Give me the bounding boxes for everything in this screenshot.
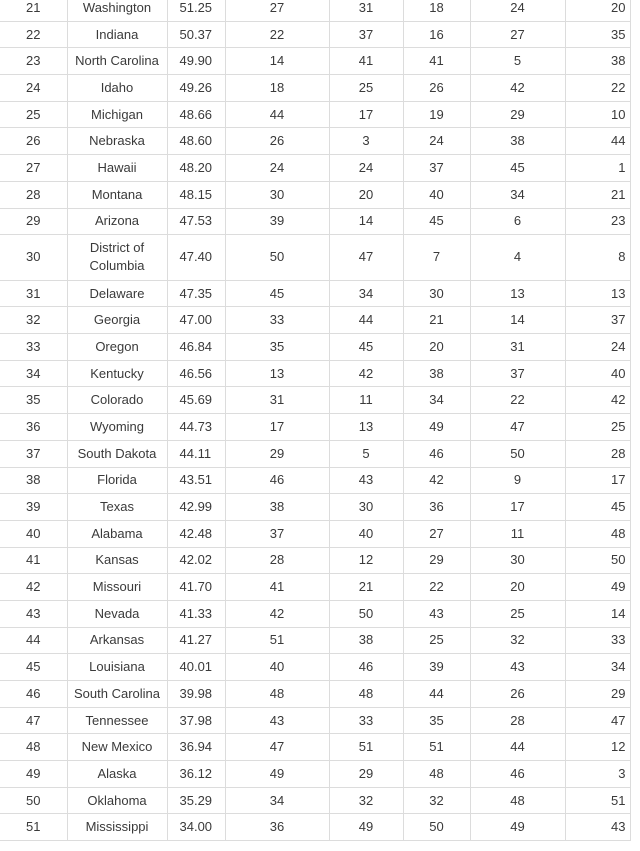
rank-col-3: 38 (403, 360, 470, 387)
rank-col-3: 32 (403, 787, 470, 814)
rank-col-3: 37 (403, 155, 470, 182)
state-cell: Wyoming (67, 414, 167, 441)
rank-col-1: 50 (225, 235, 329, 281)
rank-col-1: 35 (225, 334, 329, 361)
table-row (0, 75, 630, 102)
rank-col-1: 45 (225, 280, 329, 307)
table-row (0, 235, 630, 281)
rank-cell: 50 (0, 787, 67, 814)
state-cell: Indiana (67, 21, 167, 48)
rank-col-1: 44 (225, 101, 329, 128)
rank-col-1: 36 (225, 814, 329, 841)
rank-cell: 51 (0, 814, 67, 841)
rank-col-5: 1 (565, 155, 630, 182)
rank-col-5: 45 (565, 494, 630, 521)
rank-col-4: 44 (470, 734, 565, 761)
rank-cell: 26 (0, 128, 67, 155)
table-row (0, 707, 630, 734)
rank-col-5: 40 (565, 360, 630, 387)
rank-col-4: 38 (470, 128, 565, 155)
state-cell: New Mexico (67, 734, 167, 761)
score-cell: 44.11 (167, 440, 225, 467)
rank-col-3: 18 (403, 0, 470, 21)
rank-col-5: 44 (565, 128, 630, 155)
table-row (0, 360, 630, 387)
table-row (0, 761, 630, 788)
rank-cell: 23 (0, 48, 67, 75)
state-cell: District of Columbia (67, 235, 167, 281)
score-cell: 42.99 (167, 494, 225, 521)
rank-col-1: 26 (225, 128, 329, 155)
rank-col-4: 14 (470, 307, 565, 334)
rank-col-3: 29 (403, 547, 470, 574)
rank-col-1: 37 (225, 520, 329, 547)
rank-col-4: 43 (470, 654, 565, 681)
score-cell: 39.98 (167, 681, 225, 708)
rank-col-5: 14 (565, 600, 630, 627)
rank-col-1: 46 (225, 467, 329, 494)
rank-col-1: 28 (225, 547, 329, 574)
rank-col-2: 34 (329, 280, 403, 307)
score-cell: 41.70 (167, 574, 225, 601)
rank-col-5: 10 (565, 101, 630, 128)
rank-col-1: 38 (225, 494, 329, 521)
table-row (0, 128, 630, 155)
rank-col-5: 22 (565, 75, 630, 102)
rank-cell: 27 (0, 155, 67, 182)
rank-col-5: 17 (565, 467, 630, 494)
rank-col-5: 8 (565, 235, 630, 281)
table-row (0, 467, 630, 494)
rank-col-2: 37 (329, 21, 403, 48)
rank-cell: 44 (0, 627, 67, 654)
table-row (0, 208, 630, 235)
table-row (0, 101, 630, 128)
rank-col-2: 45 (329, 334, 403, 361)
rank-col-2: 24 (329, 155, 403, 182)
table-row (0, 280, 630, 307)
state-cell: Oklahoma (67, 787, 167, 814)
rank-col-4: 34 (470, 181, 565, 208)
rank-col-5: 25 (565, 414, 630, 441)
rank-col-4: 11 (470, 520, 565, 547)
score-cell: 37.98 (167, 707, 225, 734)
rank-col-1: 14 (225, 48, 329, 75)
rank-col-5: 12 (565, 734, 630, 761)
rank-cell: 43 (0, 600, 67, 627)
rank-col-2: 49 (329, 814, 403, 841)
state-cell: Tennessee (67, 707, 167, 734)
state-cell: Oregon (67, 334, 167, 361)
rank-cell: 42 (0, 574, 67, 601)
score-cell: 35.29 (167, 787, 225, 814)
table-row (0, 734, 630, 761)
rank-cell: 22 (0, 21, 67, 48)
rank-col-3: 35 (403, 707, 470, 734)
rank-col-3: 26 (403, 75, 470, 102)
rank-cell: 21 (0, 0, 67, 21)
table-row (0, 334, 630, 361)
rank-col-3: 42 (403, 467, 470, 494)
rank-col-5: 51 (565, 787, 630, 814)
rank-col-2: 38 (329, 627, 403, 654)
rank-col-5: 35 (565, 21, 630, 48)
rank-col-4: 22 (470, 387, 565, 414)
table-row (0, 21, 630, 48)
rank-col-3: 27 (403, 520, 470, 547)
state-cell: Hawaii (67, 155, 167, 182)
rank-col-3: 20 (403, 334, 470, 361)
rank-col-1: 39 (225, 208, 329, 235)
table-row (0, 814, 630, 841)
score-cell: 48.15 (167, 181, 225, 208)
rank-col-1: 17 (225, 414, 329, 441)
rank-col-4: 29 (470, 101, 565, 128)
rank-col-3: 41 (403, 48, 470, 75)
rank-col-4: 48 (470, 787, 565, 814)
rank-col-1: 24 (225, 155, 329, 182)
rank-col-5: 28 (565, 440, 630, 467)
state-cell: South Dakota (67, 440, 167, 467)
rank-col-4: 26 (470, 681, 565, 708)
rank-col-2: 31 (329, 0, 403, 21)
rank-cell: 28 (0, 181, 67, 208)
rank-col-1: 13 (225, 360, 329, 387)
score-cell: 42.48 (167, 520, 225, 547)
rank-col-2: 42 (329, 360, 403, 387)
rank-col-3: 7 (403, 235, 470, 281)
rank-col-4: 46 (470, 761, 565, 788)
rank-col-1: 34 (225, 787, 329, 814)
state-cell: Arizona (67, 208, 167, 235)
rank-col-4: 28 (470, 707, 565, 734)
rank-col-4: 13 (470, 280, 565, 307)
table-row (0, 414, 630, 441)
table-row (0, 387, 630, 414)
score-cell: 50.37 (167, 21, 225, 48)
rank-col-5: 43 (565, 814, 630, 841)
rank-cell: 49 (0, 761, 67, 788)
rank-col-3: 39 (403, 654, 470, 681)
rank-col-2: 51 (329, 734, 403, 761)
rank-col-4: 50 (470, 440, 565, 467)
rank-col-3: 24 (403, 128, 470, 155)
score-cell: 40.01 (167, 654, 225, 681)
rank-col-3: 43 (403, 600, 470, 627)
rank-col-5: 3 (565, 761, 630, 788)
score-cell: 42.02 (167, 547, 225, 574)
score-cell: 48.66 (167, 101, 225, 128)
state-cell: Delaware (67, 280, 167, 307)
rank-col-4: 5 (470, 48, 565, 75)
rank-col-2: 41 (329, 48, 403, 75)
rank-col-5: 42 (565, 387, 630, 414)
rank-cell: 45 (0, 654, 67, 681)
score-cell: 43.51 (167, 467, 225, 494)
rank-col-4: 32 (470, 627, 565, 654)
rank-col-3: 46 (403, 440, 470, 467)
rank-col-2: 46 (329, 654, 403, 681)
rank-cell: 34 (0, 360, 67, 387)
state-cell: Florida (67, 467, 167, 494)
rank-col-1: 49 (225, 761, 329, 788)
rank-col-5: 47 (565, 707, 630, 734)
rank-col-1: 27 (225, 0, 329, 21)
rank-col-2: 21 (329, 574, 403, 601)
score-cell: 49.90 (167, 48, 225, 75)
rank-col-2: 17 (329, 101, 403, 128)
rank-col-3: 21 (403, 307, 470, 334)
rank-col-3: 44 (403, 681, 470, 708)
rank-col-5: 20 (565, 0, 630, 21)
table-row (0, 307, 630, 334)
rank-cell: 37 (0, 440, 67, 467)
table-row (0, 155, 630, 182)
rank-col-2: 12 (329, 547, 403, 574)
rank-col-4: 20 (470, 574, 565, 601)
rank-cell: 48 (0, 734, 67, 761)
table-row (0, 494, 630, 521)
rank-col-1: 48 (225, 681, 329, 708)
rank-col-3: 51 (403, 734, 470, 761)
rank-cell: 40 (0, 520, 67, 547)
score-cell: 46.56 (167, 360, 225, 387)
rank-col-1: 43 (225, 707, 329, 734)
state-cell: Georgia (67, 307, 167, 334)
rank-col-4: 30 (470, 547, 565, 574)
rank-cell: 39 (0, 494, 67, 521)
rank-col-1: 40 (225, 654, 329, 681)
rank-col-2: 20 (329, 181, 403, 208)
state-cell: Missouri (67, 574, 167, 601)
rank-col-2: 43 (329, 467, 403, 494)
rank-col-2: 47 (329, 235, 403, 281)
state-cell: Colorado (67, 387, 167, 414)
rank-col-4: 4 (470, 235, 565, 281)
rank-col-4: 24 (470, 0, 565, 21)
rank-col-3: 48 (403, 761, 470, 788)
rank-cell: 35 (0, 387, 67, 414)
rank-col-5: 13 (565, 280, 630, 307)
table-row (0, 787, 630, 814)
rank-col-5: 49 (565, 574, 630, 601)
rank-col-2: 11 (329, 387, 403, 414)
rank-col-4: 27 (470, 21, 565, 48)
rank-col-1: 31 (225, 387, 329, 414)
rank-col-1: 42 (225, 600, 329, 627)
rank-col-1: 41 (225, 574, 329, 601)
score-cell: 48.60 (167, 128, 225, 155)
score-cell: 46.84 (167, 334, 225, 361)
score-cell: 49.26 (167, 75, 225, 102)
state-cell: Kansas (67, 547, 167, 574)
rank-col-4: 31 (470, 334, 565, 361)
rank-cell: 36 (0, 414, 67, 441)
state-cell: North Carolina (67, 48, 167, 75)
score-cell: 47.00 (167, 307, 225, 334)
score-cell: 47.35 (167, 280, 225, 307)
rank-col-4: 45 (470, 155, 565, 182)
rank-col-4: 42 (470, 75, 565, 102)
rank-col-3: 19 (403, 101, 470, 128)
rank-col-2: 13 (329, 414, 403, 441)
rank-col-5: 24 (565, 334, 630, 361)
score-cell: 41.27 (167, 627, 225, 654)
rank-col-2: 44 (329, 307, 403, 334)
rank-col-3: 40 (403, 181, 470, 208)
rank-col-1: 22 (225, 21, 329, 48)
score-cell: 41.33 (167, 600, 225, 627)
rank-col-5: 50 (565, 547, 630, 574)
rank-cell: 46 (0, 681, 67, 708)
rank-cell: 24 (0, 75, 67, 102)
state-cell: Washington (67, 0, 167, 21)
rank-col-2: 48 (329, 681, 403, 708)
score-cell: 36.94 (167, 734, 225, 761)
state-cell: Michigan (67, 101, 167, 128)
rank-cell: 30 (0, 235, 67, 281)
rank-col-3: 36 (403, 494, 470, 521)
state-cell: Texas (67, 494, 167, 521)
rank-col-2: 50 (329, 600, 403, 627)
state-cell: Arkansas (67, 627, 167, 654)
state-cell: Mississippi (67, 814, 167, 841)
rank-col-5: 48 (565, 520, 630, 547)
rank-col-3: 50 (403, 814, 470, 841)
rank-cell: 25 (0, 101, 67, 128)
state-cell: South Carolina (67, 681, 167, 708)
table-row (0, 654, 630, 681)
state-cell: Alabama (67, 520, 167, 547)
rank-col-2: 25 (329, 75, 403, 102)
rank-col-4: 37 (470, 360, 565, 387)
rank-col-3: 25 (403, 627, 470, 654)
rank-col-2: 14 (329, 208, 403, 235)
rank-cell: 38 (0, 467, 67, 494)
rank-col-4: 25 (470, 600, 565, 627)
rank-col-3: 22 (403, 574, 470, 601)
rank-col-5: 34 (565, 654, 630, 681)
rank-cell: 31 (0, 280, 67, 307)
rank-col-3: 34 (403, 387, 470, 414)
rank-col-1: 18 (225, 75, 329, 102)
score-cell: 47.53 (167, 208, 225, 235)
score-cell: 34.00 (167, 814, 225, 841)
table-row (0, 520, 630, 547)
score-cell: 47.40 (167, 235, 225, 281)
rank-col-2: 30 (329, 494, 403, 521)
table-row (0, 48, 630, 75)
state-cell: Nebraska (67, 128, 167, 155)
rank-col-3: 16 (403, 21, 470, 48)
rank-col-3: 49 (403, 414, 470, 441)
state-cell: Nevada (67, 600, 167, 627)
rank-col-1: 47 (225, 734, 329, 761)
rank-col-5: 21 (565, 181, 630, 208)
rank-col-1: 51 (225, 627, 329, 654)
rank-col-5: 38 (565, 48, 630, 75)
rank-col-2: 40 (329, 520, 403, 547)
rank-col-3: 30 (403, 280, 470, 307)
score-cell: 36.12 (167, 761, 225, 788)
rank-col-2: 33 (329, 707, 403, 734)
table-row (0, 547, 630, 574)
rank-cell: 41 (0, 547, 67, 574)
rank-cell: 47 (0, 707, 67, 734)
rank-col-1: 30 (225, 181, 329, 208)
state-cell: Idaho (67, 75, 167, 102)
rank-col-5: 29 (565, 681, 630, 708)
table-row (0, 681, 630, 708)
rank-col-4: 47 (470, 414, 565, 441)
rank-col-1: 29 (225, 440, 329, 467)
rank-col-5: 33 (565, 627, 630, 654)
table-row (0, 440, 630, 467)
rank-cell: 33 (0, 334, 67, 361)
state-cell: Montana (67, 181, 167, 208)
rank-col-5: 37 (565, 307, 630, 334)
table-row (0, 0, 630, 21)
rank-col-5: 23 (565, 208, 630, 235)
rank-col-2: 29 (329, 761, 403, 788)
score-cell: 51.25 (167, 0, 225, 21)
rank-col-4: 6 (470, 208, 565, 235)
rank-col-2: 5 (329, 440, 403, 467)
rank-cell: 29 (0, 208, 67, 235)
rank-col-3: 45 (403, 208, 470, 235)
score-cell: 45.69 (167, 387, 225, 414)
table-row (0, 181, 630, 208)
score-cell: 44.73 (167, 414, 225, 441)
state-cell: Kentucky (67, 360, 167, 387)
rank-col-4: 17 (470, 494, 565, 521)
rank-col-2: 32 (329, 787, 403, 814)
table-row (0, 627, 630, 654)
state-cell: Louisiana (67, 654, 167, 681)
rank-cell: 32 (0, 307, 67, 334)
rank-col-2: 3 (329, 128, 403, 155)
table-row (0, 574, 630, 601)
score-cell: 48.20 (167, 155, 225, 182)
rank-col-4: 49 (470, 814, 565, 841)
rank-col-4: 9 (470, 467, 565, 494)
rank-col-1: 33 (225, 307, 329, 334)
state-cell: Alaska (67, 761, 167, 788)
table-row (0, 600, 630, 627)
